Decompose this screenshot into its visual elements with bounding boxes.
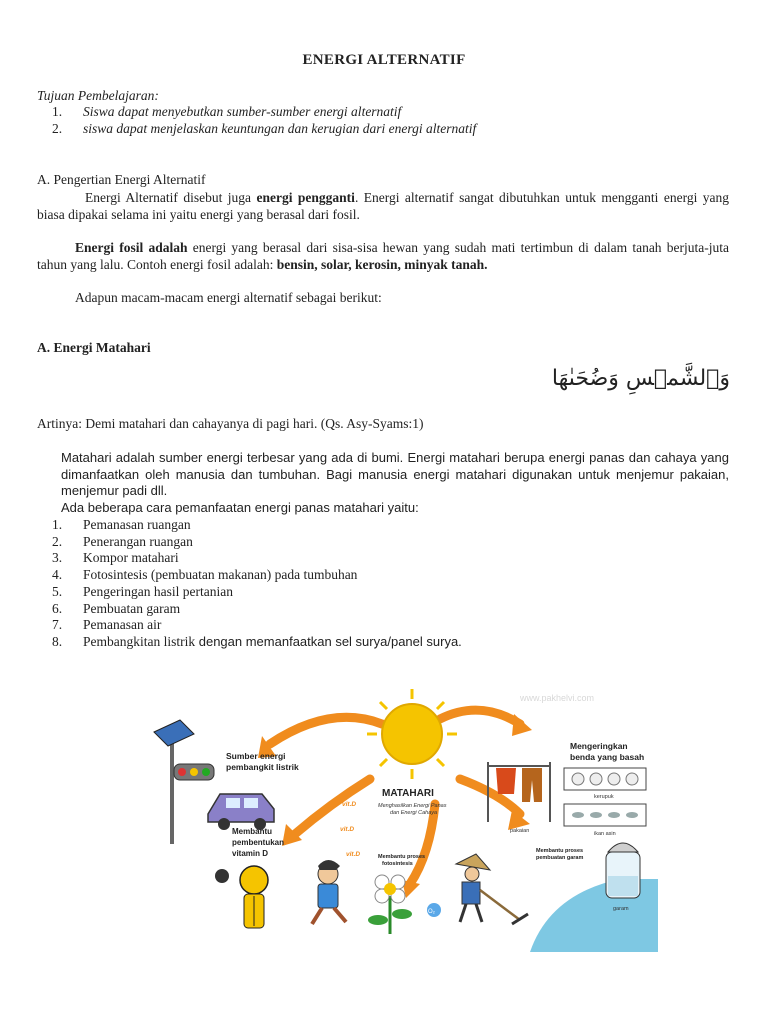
vitamin-tag: vit.D <box>346 851 361 858</box>
text-run: . Energi alternatif sangat dibutuhkan untuk mengganti energi yang biasa dipakai selama ini yaitu energi yang berasal dari fosil. <box>37 190 729 222</box>
drying-label: benda yang basah <box>570 752 645 762</box>
vitamin-tag: vit.D <box>342 801 357 808</box>
photosynthesis-label: Membantu proses <box>378 854 426 860</box>
list-number: 2. <box>52 534 63 549</box>
definition-paragraph <box>37 189 729 223</box>
fish-rack-icon <box>564 804 646 826</box>
list-number: 6. <box>52 601 63 616</box>
quran-verse: وَٱلشَّمۡسِ وَضُحَىٰهَا <box>551 366 730 391</box>
vitamin-label: pembentukan <box>232 838 285 847</box>
sun-uses-intro: Ada beberapa cara pemanfaatan energi panas matahari yaitu: <box>61 500 419 515</box>
vitamin-tag: vit.D <box>340 826 355 833</box>
salt-label: Membantu proses <box>536 848 584 854</box>
list-number: 7. <box>52 617 63 632</box>
watermark: www.pakhelvi.com <box>520 693 595 703</box>
section-heading-definition: A. Pengertian Energi Alternatif <box>37 172 206 187</box>
text-run: Pembangkitan listrik <box>83 634 196 649</box>
text-run: dengan memanfaatkan sel surya/panel surya. <box>195 634 462 649</box>
objectives-heading: Tujuan Pembelajaran: <box>37 88 159 103</box>
salt-shaker-icon <box>606 843 640 898</box>
sun-label: MATAHARI <box>382 788 434 799</box>
list-item: Pemanasan ruangan <box>83 517 191 532</box>
text-run: energi yang berasal dari sisa-sisa hewan yang sudah mati tertimbun di dalam tanah berjuta-juta tahun yang lalu. Contoh energi fosil adalah: <box>37 240 730 272</box>
photosynthesis-label: fotosintesis <box>382 861 413 867</box>
salt-product-label: garam <box>613 906 629 912</box>
vitamin-label: Membantu <box>232 827 272 836</box>
drying-label: Mengeringkan <box>570 741 628 751</box>
oxygen-label: O₂ <box>428 909 435 915</box>
list-number: 3. <box>52 550 63 565</box>
bold-term: bensin, solar, kerosin, minyak tanah. <box>276 257 488 272</box>
list-item: Fotosintesis (pembuatan makanan) pada tumbuhan <box>83 567 358 582</box>
source-label: pembangkit listrik <box>226 762 299 772</box>
list-item: Pembuatan garam <box>83 601 181 616</box>
bold-term: energi pengganti <box>256 190 355 205</box>
cracker-rack-icon <box>564 768 646 790</box>
objective-item: siswa dapat menjelaskan keuntungan dan kerugian dari energi alternatif <box>83 121 477 136</box>
section-heading-sun: A. Energi Matahari <box>37 340 151 355</box>
fossil-paragraph <box>37 239 729 273</box>
text-run: Energi Alternatif disebut juga <box>85 190 257 205</box>
fish-label: ikan asin <box>594 831 616 837</box>
bold-term: Energi fosil adalah <box>75 240 188 255</box>
objective-number: 2. <box>52 121 63 136</box>
sun-paragraph: Matahari adalah sumber energi terbesar yang ada di bumi. Energi matahari berupa energi panas dan cahaya yang dimanfaatkan oleh manusia dan tumbuhan. Bagi manusia energi matahari digunakan untuk menjemur pakaian, menjemur padi dll. <box>61 450 729 498</box>
list-number: 5. <box>52 584 63 599</box>
list-number: 8. <box>52 634 63 649</box>
list-item: Penerangan ruangan <box>83 534 193 549</box>
verse-translation: Artinya: Demi matahari dan cahayanya di pagi hari. (Qs. Asy-Syams:1) <box>37 416 424 431</box>
page-title: ENERGI ALTERNATIF <box>302 52 466 68</box>
types-intro: Adapun macam-macam energi alternatif sebagai berikut: <box>75 290 382 305</box>
list-number: 1. <box>52 517 63 532</box>
list-item: Kompor matahari <box>83 550 179 565</box>
objective-number: 1. <box>52 104 63 119</box>
sun-sublabel: dan Energi Cahaya <box>390 810 438 816</box>
list-number: 4. <box>52 567 63 582</box>
sun-sublabel: Menghasilkan Energi Panas <box>378 803 447 809</box>
cracker-label: kerupuk <box>594 794 614 800</box>
source-label: Sumber energi <box>226 751 286 761</box>
list-item: Pengeringan hasil pertanian <box>83 584 233 599</box>
clothes-label: pakaian <box>510 828 530 834</box>
list-item <box>83 634 462 650</box>
solar-energy-illustration <box>150 684 658 952</box>
objective-item: Siswa dapat menyebutkan sumber-sumber energi alternatif <box>83 104 402 119</box>
vitamin-label: vitamin D <box>232 849 269 858</box>
salt-label: pembuatan garam <box>536 855 584 861</box>
list-item: Pemanasan air <box>83 617 162 632</box>
